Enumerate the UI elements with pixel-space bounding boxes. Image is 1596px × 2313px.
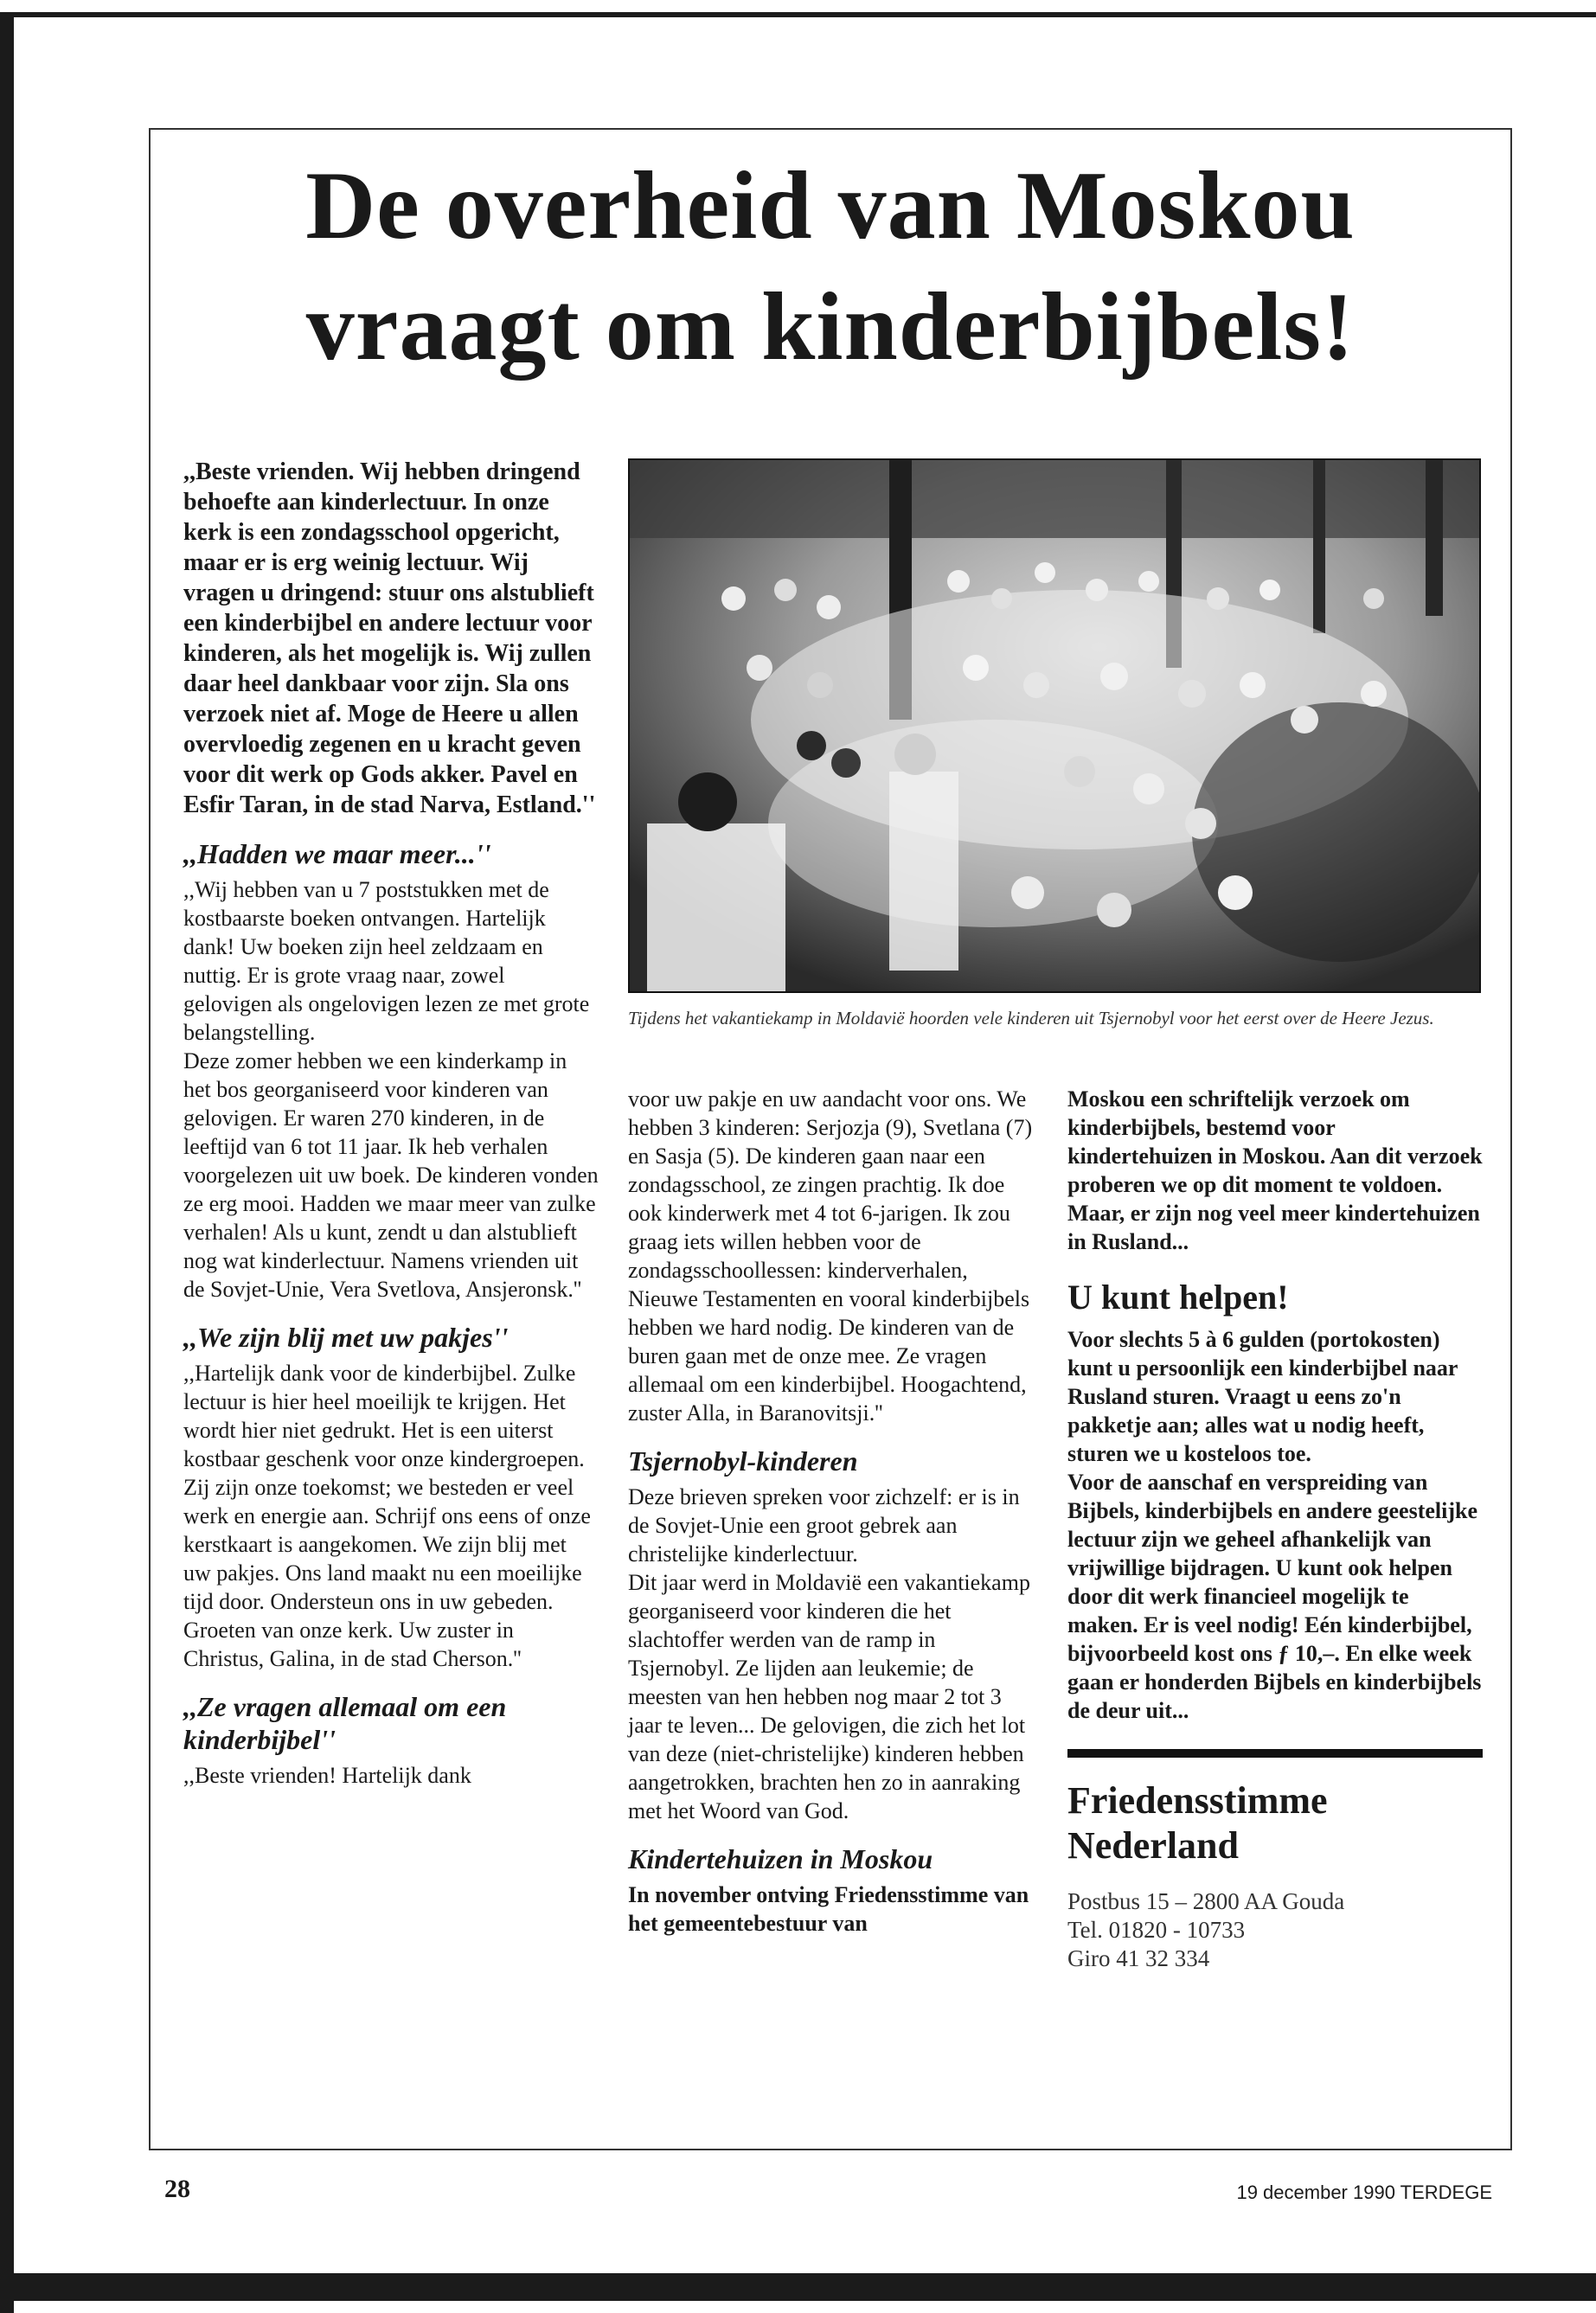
org-giro: Giro 41 32 334 [1067, 1945, 1210, 1971]
org-address: Postbus 15 – 2800 AA Gouda [1067, 1888, 1345, 1914]
paragraph-4: ,,Beste vrienden! Hartelijk dank [183, 1763, 471, 1788]
paragraph-3: ,,Hartelijk dank voor de kinderbijbel. Zulke lectuur is hier heel moeilijk te krijgen. Het wordt hier niet gedrukt. Het is een uiterst kostbaar geschenk voor onze kindergroepen. Zij zijn onze toekomst; we besteden er veel werk en energie aan. Schrijf ons eens of onze kerstkaart is aangekomen. We zijn blij met uw pakjes. Ons land maakt nu een moeilijke tijd door. Ondersteun ons in uw gebeden. Groeten van onze kerk. Uw zuster in Christus, Galina, in de stad Cherson.'' [183, 1361, 591, 1671]
column-middle [628, 1085, 1035, 1938]
column-left [183, 457, 599, 1790]
subheading-hadden: ,,Hadden we maar meer...'' [183, 838, 491, 869]
subheading-helpen: U kunt helpen! [1067, 1278, 1289, 1317]
photo-caption: Tijdens het vakantiekamp in Moldavië hoorden vele kinderen uit Tsjernobyl voor het eerst over de Heere Jezus. [628, 1008, 1434, 1028]
divider-rule [1067, 1749, 1483, 1758]
subheading-kindertehuizen: Kindertehuizen in Moskou [628, 1843, 933, 1874]
camp-photo [628, 458, 1481, 993]
letter-narva: ,,Beste vrienden. Wij hebben dringend behoefte aan kinderlectuur. In onze kerk is een zondagsschool opgericht, maar er is erg weinig lectuur. Wij vragen u dringend: stuur ons alstublieft een kinderbijbel en andere lectuur voor kinderen, als het mogelijk is. Wij zullen daar heel dankbaar voor zijn. Sla ons verzoek niet af. Moge de Heere u allen overvloedig zegenen en u kracht geven voor dit werk op Gods akker. Pavel en Esfir Taran, in de stad Narva, Estland.'' [183, 458, 596, 818]
page-number: 28 [164, 2175, 190, 2203]
paragraph-9: Moskou een schriftelijk verzoek om kinderbijbels, bestemd voor kindertehuizen in Moskou. Aan dit verzoek proberen we op dit moment te voldoen. Maar, er zijn nog veel meer kindertehuizen in Rusland... [1067, 1086, 1483, 1254]
org-name-line1: Friedensstimme [1067, 1779, 1328, 1822]
org-phone: Tel. 01820 - 10733 [1067, 1917, 1246, 1943]
crowd-photo-image [630, 460, 1481, 993]
subheading-pakjes: ,,We zijn blij met uw pakjes'' [183, 1322, 509, 1353]
paragraph-2: Deze zomer hebben we een kinderkamp in het bos georganiseerd voor kinderen van gelovigen. Er waren 270 kinderen, in de leeftijd van 6 tot 11 jaar. Ik heb verhalen voorgelezen uit uw boek. De kinderen vonden ze erg mooi. Hadden we maar meer van zulke verhalen! Als u kunt, zendt u dan alstublieft nog wat kinderlectuur. Namens vrienden uit de Sovjet-Unie, Vera Svetlova, Ansjeronsk.'' [183, 1048, 599, 1302]
page-edge-left [0, 12, 14, 2313]
subheading-kinderbijbel: ,,Ze vragen allemaal om een kinderbijbel'' [183, 1691, 507, 1755]
subheading-tsjernobyl: Tsjernobyl-kinderen [628, 1445, 858, 1477]
paragraph-5: voor uw pakje en uw aandacht voor ons. We hebben 3 kinderen: Serjozja (9), Svetlana (7) en Sasja (5). De kinderen gaan naar een zondagsschool, ze zingen prachtig. Ik doe ook kinderwerk met 4 tot 6-jarigen. Ik zou graag iets willen hebben voor de zondagsschoollessen: kinderverhalen, Nieuwe Testamenten en vooral kinderbijbels hebben we hard nodig. De kinderen van de buren gaan met de onze mee. Ze vragen allemaal om een kinderbijbel. Hoogachtend, zuster Alla, in Baranovitsji.'' [628, 1086, 1033, 1426]
issue-date: 19 december 1990 TERDEGE [1236, 2182, 1492, 2203]
column-right [1067, 1085, 1483, 1973]
paragraph-10: Voor slechts 5 à 6 gulden (portokosten) kunt u persoonlijk een kinderbijbel naar Rusland sturen. Vraagt u eens zo'n pakketje aan; alles wat u nodig heeft, sturen we u kosteloos toe. [1067, 1327, 1458, 1466]
paragraph-11: Voor de aanschaf en verspreiding van Bijbels, kinderbijbels en andere geestelijke lectuur zijn we geheel afhankelijk van vrijwillige bijdragen. U kunt ook helpen door dit werk financieel mogelijk te maken. Er is veel nodig! Eén kinderbijbel, bijvoorbeeld kost ons ƒ 10,–. En elke week gaan er honderden Bijbels en kinderbijbels de deur uit... [1067, 1470, 1482, 1723]
paragraph-8: In november ontving Friedensstimme van het gemeentebestuur van [628, 1882, 1029, 1936]
paragraph-1: ,,Wij hebben van u 7 poststukken met de kostbaarste boeken ontvangen. Hartelijk dank! Uw boeken zijn heel zeldzaam en nuttig. Er is grote vraag naar, zowel gelovigen als ongelovigen lezen ze met grote belangstelling. [183, 877, 590, 1045]
page-title: De overheid van Moskou vraagt om kinderbijbels! [305, 152, 1356, 381]
page-edge-bottom [0, 2273, 1596, 2301]
org-name-line2: Nederland [1067, 1824, 1239, 1867]
paragraph-7: Dit jaar werd in Moldavië een vakantiekamp georganiseerd voor kinderen die het slachtoffer werden van de ramp in Tsjernobyl. Ze lijden aan leukemie; de meesten van hen hebben nog maar 2 tot 3 jaar te leven... De gelovigen, die zich het lot van deze (niet-christelijke) kinderen hebben aangetrokken, brachten hen zo in aanraking met het Woord van God. [628, 1570, 1030, 1823]
page-edge-top [0, 12, 1596, 17]
org-contact [1067, 1887, 1483, 1973]
paragraph-6: Deze brieven spreken voor zichzelf: er is in de Sovjet-Unie een groot gebrek aan christelijke kinderlectuur. [628, 1484, 1020, 1567]
